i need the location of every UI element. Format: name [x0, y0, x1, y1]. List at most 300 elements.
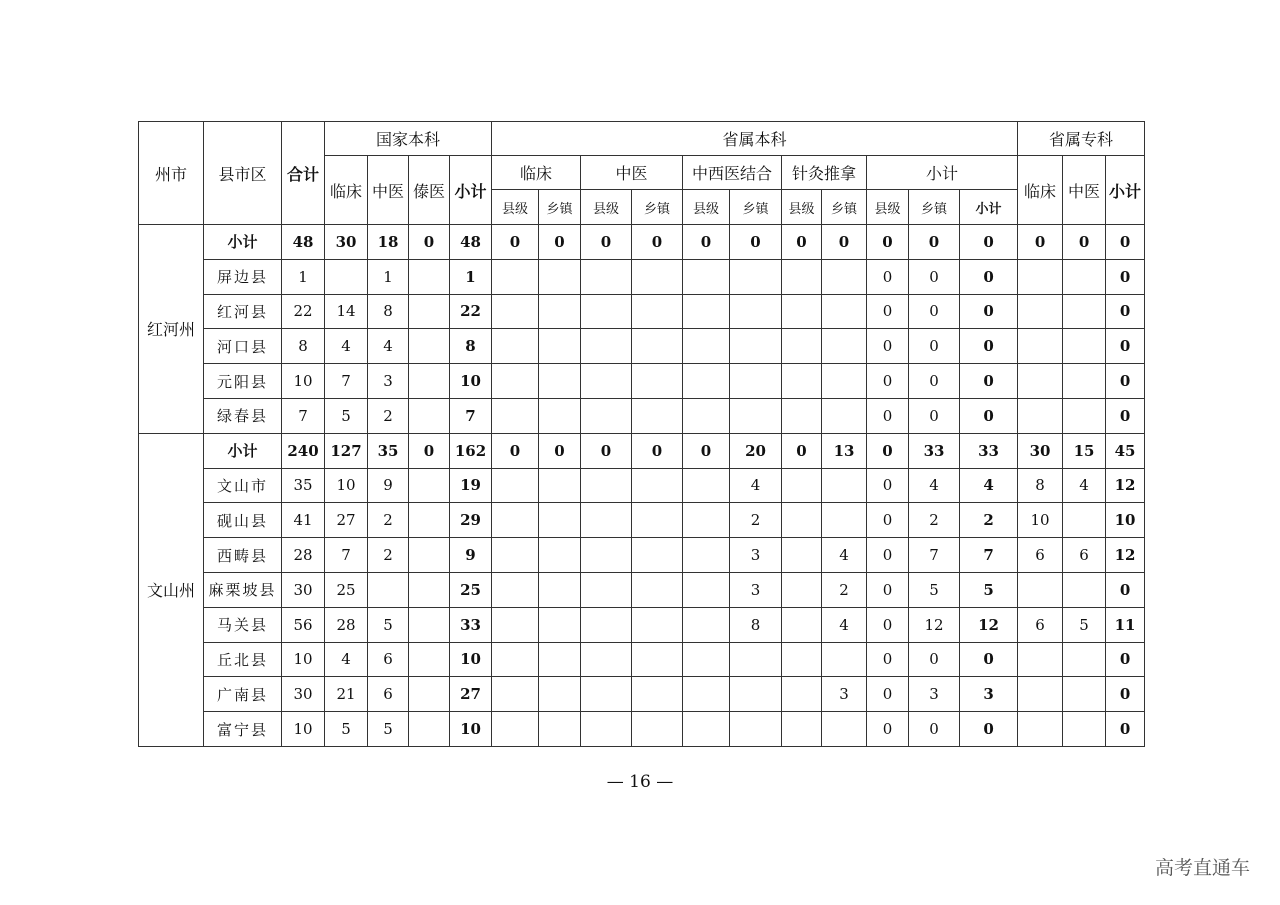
value-cell [1018, 712, 1063, 747]
value-cell [1018, 294, 1063, 329]
table-row [139, 468, 1145, 503]
value-cell [683, 712, 730, 747]
header-sub: 县级 [492, 190, 539, 225]
table-header [139, 122, 1145, 225]
header-col-linchuang: 临床 [1018, 156, 1063, 225]
header-prov-xiaoji: 小计 [867, 156, 1018, 190]
value-cell: 10 [325, 468, 368, 503]
value-cell: 0 [492, 225, 539, 260]
value-cell [492, 294, 539, 329]
value-cell: 10 [1018, 503, 1063, 538]
header-nat-linchuang: 临床 [325, 156, 368, 225]
value-cell [730, 677, 782, 712]
value-cell: 29 [450, 503, 492, 538]
value-cell: 0 [960, 364, 1018, 399]
value-cell: 1 [368, 259, 409, 294]
value-cell: 0 [909, 259, 960, 294]
value-cell [581, 712, 632, 747]
value-cell: 19 [450, 468, 492, 503]
value-cell [539, 712, 581, 747]
value-cell [539, 503, 581, 538]
value-cell: 25 [325, 572, 368, 607]
value-cell [632, 364, 683, 399]
value-cell: 14 [325, 294, 368, 329]
value-cell: 1 [282, 259, 325, 294]
value-cell: 12 [909, 607, 960, 642]
value-cell: 3 [822, 677, 867, 712]
value-cell: 2 [909, 503, 960, 538]
value-cell: 12 [960, 607, 1018, 642]
value-cell [581, 572, 632, 607]
value-cell: 240 [282, 433, 325, 468]
value-cell [782, 677, 822, 712]
value-cell: 3 [730, 572, 782, 607]
city-cell: 红河州 [139, 225, 204, 434]
value-cell [1063, 329, 1106, 364]
header-nat-zhongyi: 中医 [368, 156, 409, 225]
county-cell: 小计 [204, 433, 282, 468]
header-provincial-college: 省属专科 [1018, 122, 1145, 156]
value-cell: 0 [867, 259, 909, 294]
table-row [139, 433, 1145, 468]
value-cell: 3 [909, 677, 960, 712]
value-cell: 10 [1106, 503, 1145, 538]
table-row [139, 503, 1145, 538]
value-cell [683, 538, 730, 573]
value-cell [409, 329, 450, 364]
value-cell: 5 [368, 712, 409, 747]
header-prov-zhongxi: 中西医结合 [683, 156, 782, 190]
value-cell [1018, 329, 1063, 364]
value-cell: 2 [368, 503, 409, 538]
value-cell [1018, 642, 1063, 677]
county-cell: 麻栗坡县 [204, 572, 282, 607]
value-cell: 0 [909, 225, 960, 260]
value-cell [822, 503, 867, 538]
value-cell: 0 [822, 225, 867, 260]
value-cell: 0 [867, 225, 909, 260]
header-total: 合计 [282, 122, 325, 225]
value-cell: 0 [960, 225, 1018, 260]
value-cell [782, 294, 822, 329]
header-sub: 县级 [683, 190, 730, 225]
value-cell [581, 259, 632, 294]
value-cell: 5 [325, 398, 368, 433]
value-cell [325, 259, 368, 294]
value-cell: 9 [450, 538, 492, 573]
value-cell: 0 [867, 468, 909, 503]
value-cell [730, 642, 782, 677]
value-cell: 10 [450, 642, 492, 677]
value-cell [683, 503, 730, 538]
value-cell: 41 [282, 503, 325, 538]
value-cell: 0 [867, 642, 909, 677]
county-cell: 红河县 [204, 294, 282, 329]
value-cell [492, 503, 539, 538]
table-row [139, 712, 1145, 747]
value-cell: 0 [1106, 259, 1145, 294]
value-cell: 12 [1106, 468, 1145, 503]
county-cell: 文山市 [204, 468, 282, 503]
value-cell: 7 [909, 538, 960, 573]
value-cell: 10 [282, 712, 325, 747]
header-sub: 乡镇 [539, 190, 581, 225]
value-cell: 0 [1106, 642, 1145, 677]
value-cell: 0 [539, 433, 581, 468]
value-cell [492, 468, 539, 503]
value-cell [1063, 712, 1106, 747]
value-cell [782, 538, 822, 573]
value-cell: 7 [325, 538, 368, 573]
value-cell: 0 [581, 225, 632, 260]
value-cell: 28 [282, 538, 325, 573]
value-cell [730, 364, 782, 399]
value-cell [822, 259, 867, 294]
value-cell: 30 [1018, 433, 1063, 468]
header-sub: 乡镇 [822, 190, 867, 225]
value-cell [581, 398, 632, 433]
value-cell [730, 329, 782, 364]
value-cell: 4 [822, 538, 867, 573]
value-cell [581, 329, 632, 364]
value-cell [730, 398, 782, 433]
header-sub: 县级 [782, 190, 822, 225]
value-cell [1063, 642, 1106, 677]
value-cell: 6 [1063, 538, 1106, 573]
table-row [139, 677, 1145, 712]
value-cell [409, 294, 450, 329]
value-cell: 0 [683, 433, 730, 468]
value-cell [539, 364, 581, 399]
value-cell: 0 [909, 642, 960, 677]
value-cell [581, 294, 632, 329]
value-cell [782, 468, 822, 503]
value-cell: 0 [867, 398, 909, 433]
value-cell [492, 364, 539, 399]
value-cell [1063, 259, 1106, 294]
value-cell: 0 [960, 329, 1018, 364]
value-cell: 0 [909, 398, 960, 433]
header-col-xiaoji: 小计 [1106, 156, 1145, 225]
value-cell: 10 [282, 642, 325, 677]
value-cell: 25 [450, 572, 492, 607]
county-cell: 屏边县 [204, 259, 282, 294]
header-nat-xiaoji: 小计 [450, 156, 492, 225]
header-city: 州市 [139, 122, 204, 225]
value-cell [632, 329, 683, 364]
county-cell: 元阳县 [204, 364, 282, 399]
value-cell: 3 [368, 364, 409, 399]
value-cell [539, 642, 581, 677]
value-cell: 56 [282, 607, 325, 642]
value-cell: 8 [368, 294, 409, 329]
value-cell: 0 [539, 225, 581, 260]
value-cell [581, 607, 632, 642]
value-cell: 6 [368, 642, 409, 677]
value-cell: 0 [909, 364, 960, 399]
county-cell: 砚山县 [204, 503, 282, 538]
quota-table [138, 121, 1145, 747]
value-cell: 18 [368, 225, 409, 260]
header-prov-zhenjiu: 针灸推拿 [782, 156, 867, 190]
value-cell [581, 642, 632, 677]
county-cell: 丘北县 [204, 642, 282, 677]
value-cell [539, 572, 581, 607]
county-cell: 绿春县 [204, 398, 282, 433]
value-cell [539, 294, 581, 329]
table-row [139, 329, 1145, 364]
value-cell: 2 [368, 538, 409, 573]
value-cell: 8 [282, 329, 325, 364]
value-cell: 27 [450, 677, 492, 712]
value-cell: 15 [1063, 433, 1106, 468]
value-cell: 5 [909, 572, 960, 607]
value-cell: 7 [450, 398, 492, 433]
value-cell [822, 329, 867, 364]
value-cell: 22 [450, 294, 492, 329]
value-cell [1018, 677, 1063, 712]
value-cell: 0 [1106, 677, 1145, 712]
value-cell: 6 [368, 677, 409, 712]
header-sub: 乡镇 [632, 190, 683, 225]
value-cell [632, 642, 683, 677]
value-cell: 4 [730, 468, 782, 503]
page-number: — 16 — [606, 772, 674, 792]
county-cell: 河口县 [204, 329, 282, 364]
value-cell [683, 572, 730, 607]
value-cell: 0 [1106, 712, 1145, 747]
value-cell: 0 [782, 433, 822, 468]
value-cell: 33 [450, 607, 492, 642]
header-nat-daiyi: 傣医 [409, 156, 450, 225]
value-cell [492, 607, 539, 642]
table-body [139, 225, 1145, 747]
value-cell [782, 712, 822, 747]
value-cell [782, 364, 822, 399]
value-cell: 48 [282, 225, 325, 260]
value-cell: 20 [730, 433, 782, 468]
value-cell: 0 [1106, 329, 1145, 364]
value-cell: 5 [1063, 607, 1106, 642]
value-cell: 4 [1063, 468, 1106, 503]
table-row [139, 364, 1145, 399]
value-cell: 0 [1106, 398, 1145, 433]
value-cell [539, 538, 581, 573]
value-cell: 0 [909, 294, 960, 329]
county-cell: 广南县 [204, 677, 282, 712]
table-row [139, 572, 1145, 607]
value-cell: 33 [960, 433, 1018, 468]
value-cell [581, 468, 632, 503]
value-cell: 30 [282, 572, 325, 607]
value-cell: 0 [1106, 294, 1145, 329]
value-cell: 0 [960, 294, 1018, 329]
value-cell: 0 [867, 433, 909, 468]
value-cell: 30 [325, 225, 368, 260]
header-sub: 乡镇 [730, 190, 782, 225]
value-cell: 8 [730, 607, 782, 642]
value-cell: 0 [867, 364, 909, 399]
value-cell [409, 677, 450, 712]
value-cell [409, 712, 450, 747]
value-cell [539, 607, 581, 642]
value-cell [492, 398, 539, 433]
value-cell: 12 [1106, 538, 1145, 573]
value-cell [730, 294, 782, 329]
value-cell: 2 [822, 572, 867, 607]
value-cell [492, 329, 539, 364]
value-cell [632, 294, 683, 329]
county-cell: 西畴县 [204, 538, 282, 573]
value-cell: 6 [1018, 538, 1063, 573]
value-cell [1063, 677, 1106, 712]
value-cell: 21 [325, 677, 368, 712]
value-cell: 9 [368, 468, 409, 503]
header-national: 国家本科 [325, 122, 492, 156]
value-cell [782, 259, 822, 294]
value-cell: 48 [450, 225, 492, 260]
value-cell: 28 [325, 607, 368, 642]
value-cell: 11 [1106, 607, 1145, 642]
value-cell [822, 398, 867, 433]
table-row [139, 225, 1145, 260]
value-cell: 0 [632, 225, 683, 260]
value-cell: 22 [282, 294, 325, 329]
table-row [139, 259, 1145, 294]
value-cell [581, 364, 632, 399]
value-cell: 0 [492, 433, 539, 468]
header-prov-linchuang: 临床 [492, 156, 581, 190]
table-row [139, 398, 1145, 433]
value-cell [581, 503, 632, 538]
value-cell [730, 259, 782, 294]
value-cell [1018, 572, 1063, 607]
value-cell [409, 572, 450, 607]
value-cell: 0 [909, 329, 960, 364]
value-cell [683, 607, 730, 642]
value-cell [782, 503, 822, 538]
value-cell [683, 677, 730, 712]
value-cell [539, 677, 581, 712]
value-cell: 0 [581, 433, 632, 468]
value-cell: 30 [282, 677, 325, 712]
value-cell: 7 [282, 398, 325, 433]
value-cell [539, 329, 581, 364]
header-col-zhongyi: 中医 [1063, 156, 1106, 225]
value-cell: 0 [1063, 225, 1106, 260]
value-cell: 0 [683, 225, 730, 260]
value-cell [581, 538, 632, 573]
value-cell [683, 364, 730, 399]
value-cell [683, 642, 730, 677]
value-cell [1063, 398, 1106, 433]
table-row [139, 642, 1145, 677]
value-cell: 6 [1018, 607, 1063, 642]
value-cell [492, 677, 539, 712]
value-cell [409, 538, 450, 573]
value-cell: 0 [960, 642, 1018, 677]
value-cell: 0 [409, 433, 450, 468]
value-cell [539, 259, 581, 294]
header-sub: 小计 [960, 190, 1018, 225]
value-cell: 5 [368, 607, 409, 642]
value-cell: 13 [822, 433, 867, 468]
value-cell [1018, 364, 1063, 399]
value-cell [1063, 572, 1106, 607]
value-cell [632, 503, 683, 538]
value-cell: 4 [325, 329, 368, 364]
value-cell: 27 [325, 503, 368, 538]
value-cell [492, 259, 539, 294]
value-cell [492, 538, 539, 573]
header-county: 县市区 [204, 122, 282, 225]
value-cell [409, 398, 450, 433]
value-cell: 5 [960, 572, 1018, 607]
value-cell: 0 [867, 572, 909, 607]
value-cell [683, 329, 730, 364]
value-cell [683, 398, 730, 433]
header-provincial: 省属本科 [492, 122, 1018, 156]
value-cell [683, 259, 730, 294]
table-row [139, 538, 1145, 573]
value-cell: 0 [867, 712, 909, 747]
value-cell [409, 607, 450, 642]
value-cell: 4 [822, 607, 867, 642]
value-cell [822, 642, 867, 677]
value-cell: 10 [450, 364, 492, 399]
value-cell: 0 [1018, 225, 1063, 260]
value-cell: 5 [325, 712, 368, 747]
header-sub: 县级 [867, 190, 909, 225]
value-cell: 4 [909, 468, 960, 503]
value-cell: 0 [782, 225, 822, 260]
value-cell: 0 [867, 538, 909, 573]
value-cell: 0 [1106, 364, 1145, 399]
county-cell: 小计 [204, 225, 282, 260]
county-cell: 马关县 [204, 607, 282, 642]
value-cell [632, 259, 683, 294]
value-cell: 0 [867, 294, 909, 329]
value-cell: 35 [368, 433, 409, 468]
value-cell: 10 [282, 364, 325, 399]
table-row [139, 607, 1145, 642]
value-cell [1018, 259, 1063, 294]
value-cell: 0 [409, 225, 450, 260]
value-cell: 0 [1106, 572, 1145, 607]
value-cell [632, 572, 683, 607]
watermark: 高考直通车 [1154, 857, 1250, 879]
value-cell: 45 [1106, 433, 1145, 468]
value-cell [1063, 294, 1106, 329]
value-cell [409, 503, 450, 538]
value-cell: 4 [325, 642, 368, 677]
header-prov-zhongyi: 中医 [581, 156, 683, 190]
value-cell [683, 294, 730, 329]
value-cell [1063, 364, 1106, 399]
value-cell [683, 468, 730, 503]
value-cell: 0 [960, 259, 1018, 294]
value-cell [492, 572, 539, 607]
value-cell [409, 259, 450, 294]
value-cell: 8 [1018, 468, 1063, 503]
value-cell [822, 364, 867, 399]
header-sub: 县级 [581, 190, 632, 225]
value-cell: 127 [325, 433, 368, 468]
value-cell: 0 [1106, 225, 1145, 260]
value-cell [632, 468, 683, 503]
value-cell [632, 677, 683, 712]
value-cell: 10 [450, 712, 492, 747]
